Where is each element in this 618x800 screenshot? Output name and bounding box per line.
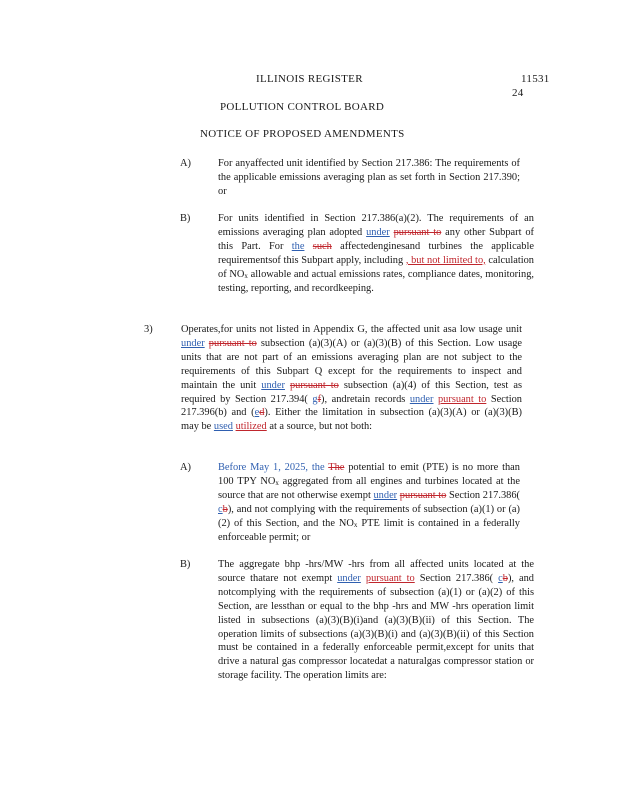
body-text: aggregated from all engines and turbines located at the source that are not otherwise exempt — [218, 475, 520, 501]
deleted-text: b — [502, 572, 508, 584]
paragraph-label: A) — [180, 462, 191, 473]
inserted-text: c — [218, 503, 223, 515]
paragraph-label: B) — [180, 559, 191, 570]
revised-text: utilized — [235, 421, 267, 433]
paragraph-body — [218, 461, 520, 544]
page-number: 11531 — [521, 73, 550, 85]
body-text: potential to emit (PTE) is no more than 100 TPY NO — [218, 462, 520, 487]
inserted-text: used — [213, 421, 233, 433]
body-text: ), and notcomplying with the requirements of subsection (a)(1) or (a)(2) of this Section, are lessthan or equal to the bhp -hrs and MW -hrs operation limit listed in subsections (a)(3)(B)(i)and (a)(3)(B)(ii) of this Section. The operation limits of subsections (a)(3)(B)(i) and (a)(3)(B)(ii) of this Section must be contained in a federally enforceable permit,except for units that drive a natural gas compressor locatedat a naturalgas compressor station or storage facility. The operation limits are: — [218, 572, 534, 682]
paragraph-body — [218, 558, 534, 683]
paragraph-body — [181, 323, 522, 434]
body-text: For units identified in Section 217.386(a)(2). The requirements of an emissions averaging plan adopted — [218, 213, 534, 238]
paragraph-body — [218, 157, 520, 199]
deleted-text: pursuant to — [399, 489, 447, 501]
deleted-text: f — [317, 393, 322, 405]
body-text: ), andretain records — [321, 393, 410, 405]
body-text: affectedenginesand turbines the applicable requirementsof this Subpart apply, including — [218, 240, 534, 266]
body-text: For anyaffected unit identified by Section 217.386: The requirements of the applicable emissions averaging plan as set forth in Section 217.390; or — [218, 158, 520, 197]
notice-title: NOTICE OF PROPOSED AMENDMENTS — [200, 128, 405, 140]
body-text: at a source, but not both: — [266, 421, 373, 433]
revised-text: , but not limited to, — [405, 254, 486, 266]
body-text: allowable and actual emissions rates, compliance dates, monitoring, testing, reporting, and recordkeeping. — [218, 268, 534, 294]
deleted-text: b — [222, 503, 228, 515]
subscript: x — [353, 520, 358, 529]
deleted-text: pursuant to — [208, 337, 257, 349]
body-text: subsection (a)(3)(A) or (a)(3)(B) of this Section. Low usage units that are not part of an emissions averaging plan are not subject to the requirements of this Subpart Q except for the requirements to inspect and maintain the unit — [181, 337, 523, 391]
subscript: x — [275, 478, 279, 487]
added-text: Before May 1, 2025, the — [218, 462, 325, 473]
paragraph-label: B) — [180, 213, 191, 224]
deleted-text: The — [328, 462, 345, 473]
inserted-text: the — [291, 240, 305, 252]
paragraph-label: A) — [180, 158, 191, 169]
inserted-text: under — [261, 379, 285, 391]
paragraph-body — [218, 212, 534, 295]
issue-number: 24 — [512, 87, 524, 99]
body-text: calculation of NO — [218, 254, 534, 280]
body-text: ), and not complying with the requirements of subsection (a)(1) or (a)(2) of this Section, and the NO — [218, 503, 520, 529]
inserted-text: under — [366, 226, 390, 238]
inserted-text: under — [337, 572, 361, 584]
body-text: Section 217.396(b) and ( — [181, 393, 523, 419]
body-text: The aggregate bhp -hrs/MW -hrs from all affected units located at the source thatare not exempt — [218, 559, 534, 584]
inserted-text: g — [312, 393, 318, 405]
body-text: subsection (a)(4) of this Section, test as required by Section 217.394( — [181, 379, 522, 405]
board-title: POLLUTION CONTROL BOARD — [220, 101, 385, 113]
inserted-text: c — [498, 572, 503, 584]
body-text: PTE limit is contained in a federally enforceable permit; or — [218, 517, 520, 543]
inserted-text: under — [409, 393, 434, 405]
body-text: Operates,for units not listed in Appendix G, the affected unit asa low usage unit — [181, 324, 522, 335]
inserted-text: under — [373, 489, 398, 501]
body-text: Section 217.386( — [414, 572, 499, 584]
revised-text: pursuant to — [365, 572, 415, 584]
body-text: any other Subpart of this Part. For — [218, 226, 534, 252]
register-title: ILLINOIS REGISTER — [256, 73, 363, 85]
revised-text: pursuant to — [437, 393, 487, 405]
inserted-text: under — [181, 337, 205, 349]
deleted-text: pursuant to — [289, 379, 339, 391]
deleted-text: d — [259, 407, 265, 419]
subscript: x — [244, 271, 248, 280]
deleted-text: pursuant to — [393, 226, 442, 238]
deleted-text: such — [312, 240, 332, 252]
paragraph-label: 3) — [144, 324, 153, 335]
body-text — [304, 241, 312, 252]
body-text: Section 217.386( — [446, 489, 520, 501]
body-text: ). Either the limitation in subsection (a)(3)(A) or (a)(3)(B) may be — [181, 407, 522, 433]
inserted-text: e — [254, 407, 260, 419]
